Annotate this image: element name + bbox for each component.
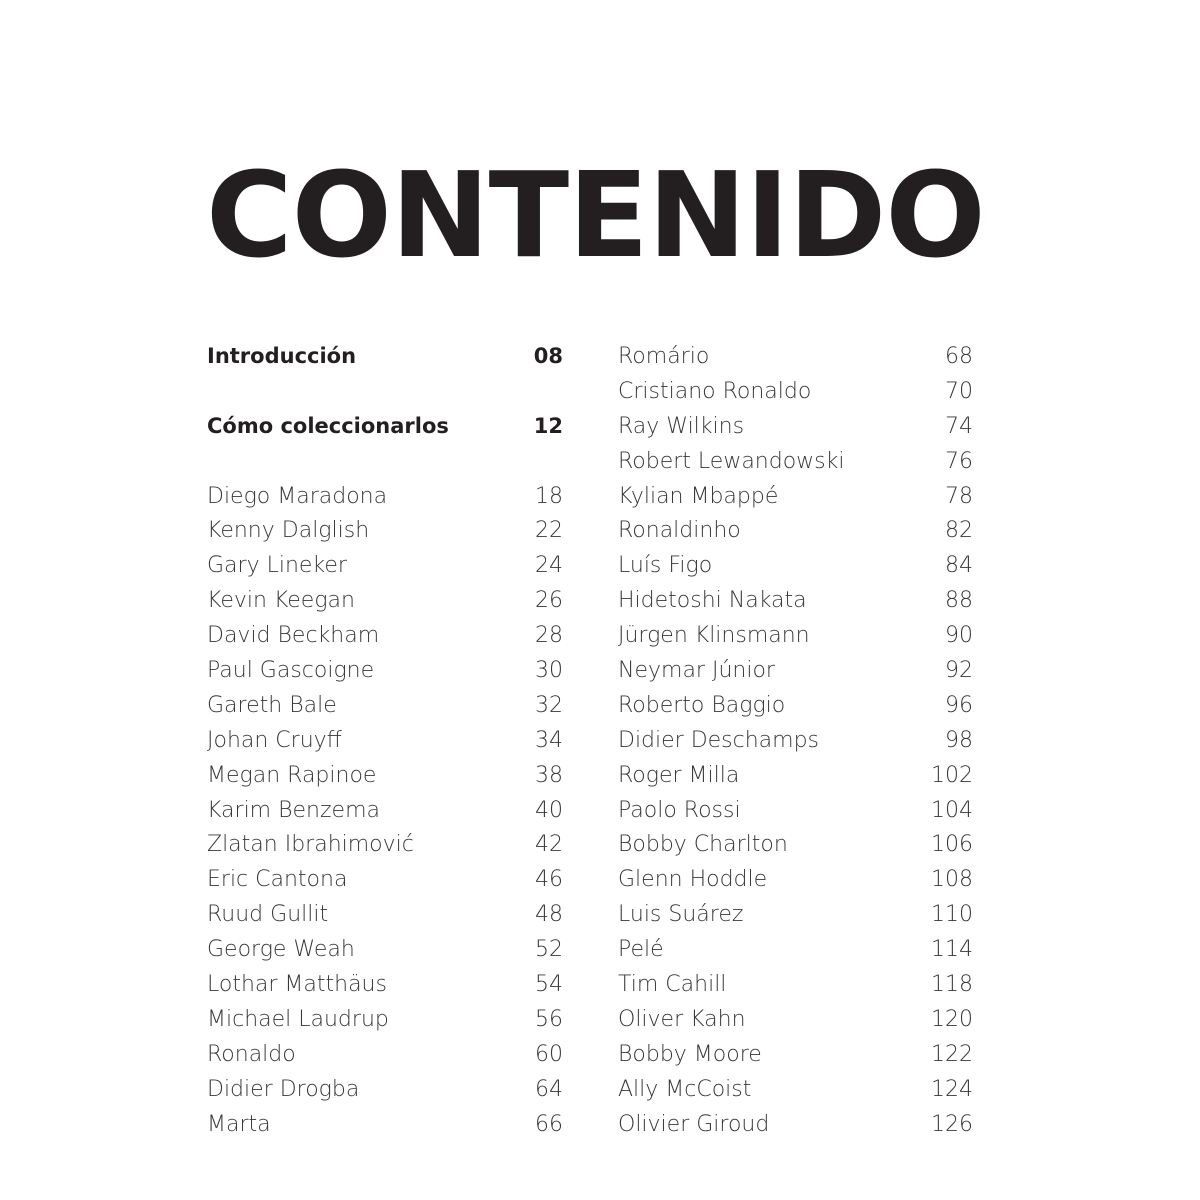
toc-entry-page: 56 [535,1006,563,1032]
toc-entry-name: Marta [207,1111,271,1137]
toc-entry [618,1107,973,1142]
toc-entry-name: Lothar Matthäus [207,971,387,997]
toc-entry [207,723,563,758]
toc-entry-page: 12 [533,414,563,439]
toc-entry-page: 32 [535,692,563,718]
toc-entry-name: Ally McCoist [618,1076,752,1102]
toc-entry [618,688,973,723]
toc-entry-page: 66 [535,1111,563,1137]
toc-entry [618,618,973,653]
toc-entry-page: 38 [535,762,563,788]
toc-entry-page: 34 [535,727,563,753]
toc-entry-name: Roberto Baggio [618,692,786,718]
toc-entry-page: 54 [535,971,563,997]
toc-entry-page: 28 [535,623,563,649]
toc-entry [618,1072,973,1107]
toc-section-entry [207,409,563,444]
toc-entry-name: Romário [618,343,710,369]
toc-entry-name: Didier Drogba [207,1076,360,1102]
toc-entry-name: Oliver Kahn [618,1006,746,1032]
toc-entry-name: Luis Suárez [618,902,744,928]
toc-entry-page: 110 [931,902,973,928]
toc-entry [207,1072,563,1107]
toc-entry [618,548,973,583]
toc-entry [207,827,563,862]
toc-entry [618,583,973,618]
toc-entry-page: 96 [945,692,973,718]
toc-entry-name: Cómo coleccionarlos [207,414,449,439]
toc-left-column [207,339,563,1141]
toc-entry-name: Didier Deschamps [618,727,820,753]
toc-entry-name: Karim Benzema [207,797,380,823]
toc-entry-name: Tim Cahill [618,971,727,997]
toc-entry-name: Bobby Moore [618,1041,762,1067]
toc-entry-name: Paolo Rossi [618,797,741,823]
toc-entry-page: 108 [931,867,973,893]
toc-entry [207,583,563,618]
toc-entry-page: 70 [945,378,973,404]
toc-entry-name: Roger Milla [618,762,740,788]
toc-entry-page: 76 [945,448,973,474]
toc-entry-page: 68 [945,343,973,369]
toc-section-entry [207,339,563,374]
toc-entry-page: 26 [535,588,563,614]
toc-entry-page: 24 [535,553,563,579]
toc-entry-name: Cristiano Ronaldo [618,378,812,404]
toc-entry-name: Ruud Gullit [207,902,329,928]
toc-entry-name: Kenny Dalglish [207,518,370,544]
toc-entry-page: 78 [945,483,973,509]
toc-entry [207,688,563,723]
toc-entry-page: 08 [533,344,563,369]
toc-entry-name: Hidetoshi Nakata [618,588,807,614]
toc-entry-page: 42 [535,832,563,858]
toc-entry [618,513,973,548]
toc-entry [618,374,973,409]
toc-entry-page: 114 [931,937,973,963]
toc-entry [207,548,563,583]
toc-entry [618,653,973,688]
toc-entry [618,479,973,514]
toc-entry [207,513,563,548]
toc-entry [207,1002,563,1037]
page-title: CONTENIDO [206,146,985,284]
toc-entry-name: Olivier Giroud [618,1111,770,1137]
toc-entry-page: 30 [535,657,563,683]
toc-entry [207,967,563,1002]
toc-entry [618,339,973,374]
toc-entry-name: Megan Rapinoe [207,762,377,788]
toc-spacer [207,374,563,409]
toc-entry-name: Diego Maradona [207,483,388,509]
toc-entry-page: 120 [931,1006,973,1032]
toc-entry-name: Robert Lewandowski [618,448,845,474]
toc-entry [207,862,563,897]
toc-entry-name: Kevin Keegan [207,588,355,614]
toc-entry-name: Kylian Mbappé [618,483,779,509]
toc-entry-page: 22 [535,518,563,544]
toc-entry-page: 104 [931,797,973,823]
toc-entry-name: Michael Laudrup [207,1006,389,1032]
toc-entry [207,932,563,967]
toc-entry [618,862,973,897]
toc-entry [207,793,563,828]
toc-entry-name: Luís Figo [618,553,713,579]
toc-right-column [618,339,973,1141]
toc-entry-name: David Beckham [207,623,380,649]
toc-entry-name: Glenn Hoddle [618,867,768,893]
toc-entry-page: 88 [945,588,973,614]
toc-entry-name: Ray Wilkins [618,413,745,439]
toc-entry [618,967,973,1002]
toc-entry-page: 90 [945,623,973,649]
toc-entry-name: Zlatan Ibrahimović [207,832,414,858]
toc-entry-page: 48 [535,902,563,928]
toc-entry-name: Ronaldo [207,1041,296,1067]
toc-entry-page: 18 [535,483,563,509]
toc-entry [618,793,973,828]
toc-entry-page: 118 [931,971,973,997]
toc-entry [207,1037,563,1072]
toc-entry [618,897,973,932]
toc-entry-page: 102 [931,762,973,788]
toc-entry-page: 106 [931,832,973,858]
toc-entry-name: Gareth Bale [207,692,337,718]
toc-entry-page: 52 [535,937,563,963]
toc-entry [207,479,563,514]
toc-entry [618,932,973,967]
toc-entry-name: George Weah [207,937,355,963]
toc-entry-page: 46 [535,867,563,893]
toc-entry-name: Pelé [618,937,664,963]
toc-entry-name: Paul Gascoigne [207,657,375,683]
toc-entry-name: Johan Cruyff [207,727,342,753]
toc-entry-page: 98 [945,727,973,753]
toc-entry [618,827,973,862]
toc-entry-page: 64 [535,1076,563,1102]
toc-entry-name: Eric Cantona [207,867,348,893]
toc-entry-name: Introducción [207,344,357,369]
toc-entry [207,653,563,688]
toc-entry-page: 60 [535,1041,563,1067]
toc-entry [618,1002,973,1037]
toc-entry [618,1037,973,1072]
toc-entry [618,758,973,793]
toc-spacer [207,444,563,479]
toc-entry-page: 124 [931,1076,973,1102]
toc-entry-page: 92 [945,657,973,683]
toc-entry-page: 84 [945,553,973,579]
toc-entry [207,1107,563,1142]
toc-entry-name: Neymar Júnior [618,657,775,683]
toc-entry-page: 74 [945,413,973,439]
toc-entry [207,897,563,932]
toc-entry [618,723,973,758]
toc-entry [618,444,973,479]
toc-entry-page: 82 [945,518,973,544]
toc-entry [207,618,563,653]
toc-entry-name: Jürgen Klinsmann [618,623,810,649]
toc-entry-page: 126 [931,1111,973,1137]
toc-entry-name: Gary Lineker [207,553,347,579]
toc-entry [207,758,563,793]
toc-entry-name: Ronaldinho [618,518,741,544]
toc-entry-page: 122 [931,1041,973,1067]
toc-entry [618,409,973,444]
toc-entry-name: Bobby Charlton [618,832,788,858]
toc-entry-page: 40 [535,797,563,823]
